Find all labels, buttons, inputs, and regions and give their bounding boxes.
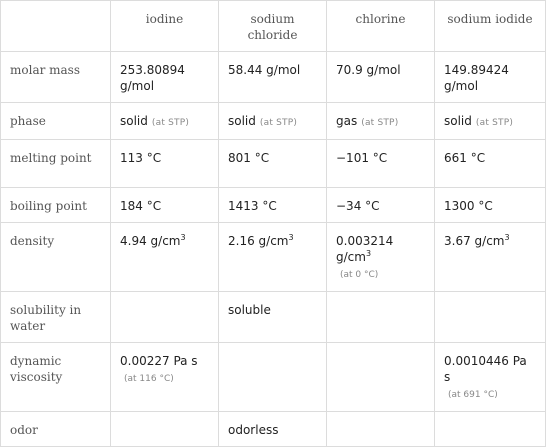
cell-value-text: 661 °C bbox=[444, 151, 486, 165]
cell-value bbox=[111, 103, 219, 140]
cell-value bbox=[219, 292, 327, 343]
cell-value bbox=[435, 140, 546, 188]
cell-note: (at 0 °C) bbox=[340, 270, 379, 280]
row-label: density bbox=[1, 223, 111, 292]
row-label: melting point bbox=[1, 140, 111, 188]
cell-note: (at 691 °C) bbox=[448, 390, 498, 400]
unit-superscript: 3 bbox=[180, 233, 186, 242]
cell-value bbox=[327, 223, 435, 292]
cell-value bbox=[435, 188, 546, 223]
row-melting-point bbox=[1, 140, 546, 188]
cell-value bbox=[327, 103, 435, 140]
cell-value bbox=[327, 52, 435, 103]
cell-note: (at STP) bbox=[475, 118, 514, 128]
unit-superscript: 3 bbox=[365, 249, 372, 258]
row-dynamic-viscosity bbox=[1, 343, 546, 412]
cell-value-text: solid bbox=[444, 114, 472, 128]
cell-value bbox=[435, 103, 546, 140]
cell-value bbox=[435, 343, 546, 412]
cell-note: (at STP) bbox=[151, 118, 190, 128]
cell-value-text: 1300 °C bbox=[444, 199, 493, 213]
cell-value bbox=[327, 343, 435, 412]
header-row bbox=[1, 1, 546, 52]
row-label: molar mass bbox=[1, 52, 111, 103]
cell-value-text: 0.003214 g/cm bbox=[336, 234, 394, 264]
column-header-sodium-iodide: sodium iodide bbox=[435, 1, 546, 52]
cell-note: (at 116 °C) bbox=[124, 374, 174, 384]
cell-value-text: 0.0010446 Pa s bbox=[444, 354, 527, 384]
column-header-iodine: iodine bbox=[111, 1, 219, 52]
cell-value bbox=[219, 223, 327, 292]
cell-value bbox=[111, 412, 219, 447]
cell-value-text: 253.80894 g/mol bbox=[120, 63, 185, 93]
cell-value bbox=[435, 52, 546, 103]
cell-value bbox=[219, 103, 327, 140]
cell-value bbox=[219, 140, 327, 188]
cell-value-text: 70.9 g/mol bbox=[336, 63, 401, 77]
column-header-sodium-chloride: sodium chloride bbox=[219, 1, 327, 52]
cell-value-text: 184 °C bbox=[120, 199, 162, 213]
row-odor bbox=[1, 412, 546, 447]
unit-superscript: 3 bbox=[288, 233, 294, 242]
cell-value bbox=[111, 343, 219, 412]
cell-value bbox=[111, 140, 219, 188]
cell-value bbox=[219, 412, 327, 447]
cell-value-text: 0.00227 Pa s bbox=[120, 354, 198, 368]
row-boiling-point bbox=[1, 188, 546, 223]
cell-note: (at STP) bbox=[259, 118, 298, 128]
row-molar-mass bbox=[1, 52, 546, 103]
cell-value bbox=[219, 52, 327, 103]
cell-value bbox=[327, 188, 435, 223]
cell-value bbox=[111, 188, 219, 223]
cell-value-text: solid bbox=[228, 114, 256, 128]
cell-value-text: 2.16 g/cm bbox=[228, 234, 289, 248]
row-density bbox=[1, 223, 546, 292]
row-label: phase bbox=[1, 103, 111, 140]
cell-value-text: 149.89424 g/mol bbox=[444, 63, 509, 93]
row-label: odor bbox=[1, 412, 111, 447]
cell-value-text: −34 °C bbox=[336, 199, 380, 213]
row-label: dynamic viscosity bbox=[1, 343, 111, 412]
cell-value bbox=[435, 292, 546, 343]
cell-value bbox=[219, 188, 327, 223]
cell-value-text: 1413 °C bbox=[228, 199, 277, 213]
cell-value-text: 801 °C bbox=[228, 151, 270, 165]
row-phase bbox=[1, 103, 546, 140]
row-solubility-in-water bbox=[1, 292, 546, 343]
cell-value bbox=[435, 412, 546, 447]
cell-value-text: 58.44 g/mol bbox=[228, 63, 301, 77]
cell-value bbox=[327, 292, 435, 343]
header-empty-cell bbox=[1, 1, 111, 52]
cell-value bbox=[327, 140, 435, 188]
cell-value bbox=[111, 52, 219, 103]
cell-value bbox=[435, 223, 546, 292]
cell-value bbox=[327, 412, 435, 447]
cell-value-text: 4.94 g/cm bbox=[120, 234, 181, 248]
cell-value-text: gas bbox=[336, 114, 358, 128]
cell-value-text: soluble bbox=[228, 303, 271, 317]
cell-value-text: solid bbox=[120, 114, 148, 128]
cell-value bbox=[219, 343, 327, 412]
cell-value-text: 3.67 g/cm bbox=[444, 234, 505, 248]
row-label: boiling point bbox=[1, 188, 111, 223]
cell-value bbox=[111, 223, 219, 292]
cell-value-text: −101 °C bbox=[336, 151, 388, 165]
row-label: solubility in water bbox=[1, 292, 111, 343]
cell-value-text: odorless bbox=[228, 423, 279, 437]
cell-note: (at STP) bbox=[361, 118, 399, 128]
unit-superscript: 3 bbox=[504, 233, 510, 242]
cell-value bbox=[111, 292, 219, 343]
column-header-chlorine: chlorine bbox=[327, 1, 435, 52]
cell-value-text: 113 °C bbox=[120, 151, 162, 165]
